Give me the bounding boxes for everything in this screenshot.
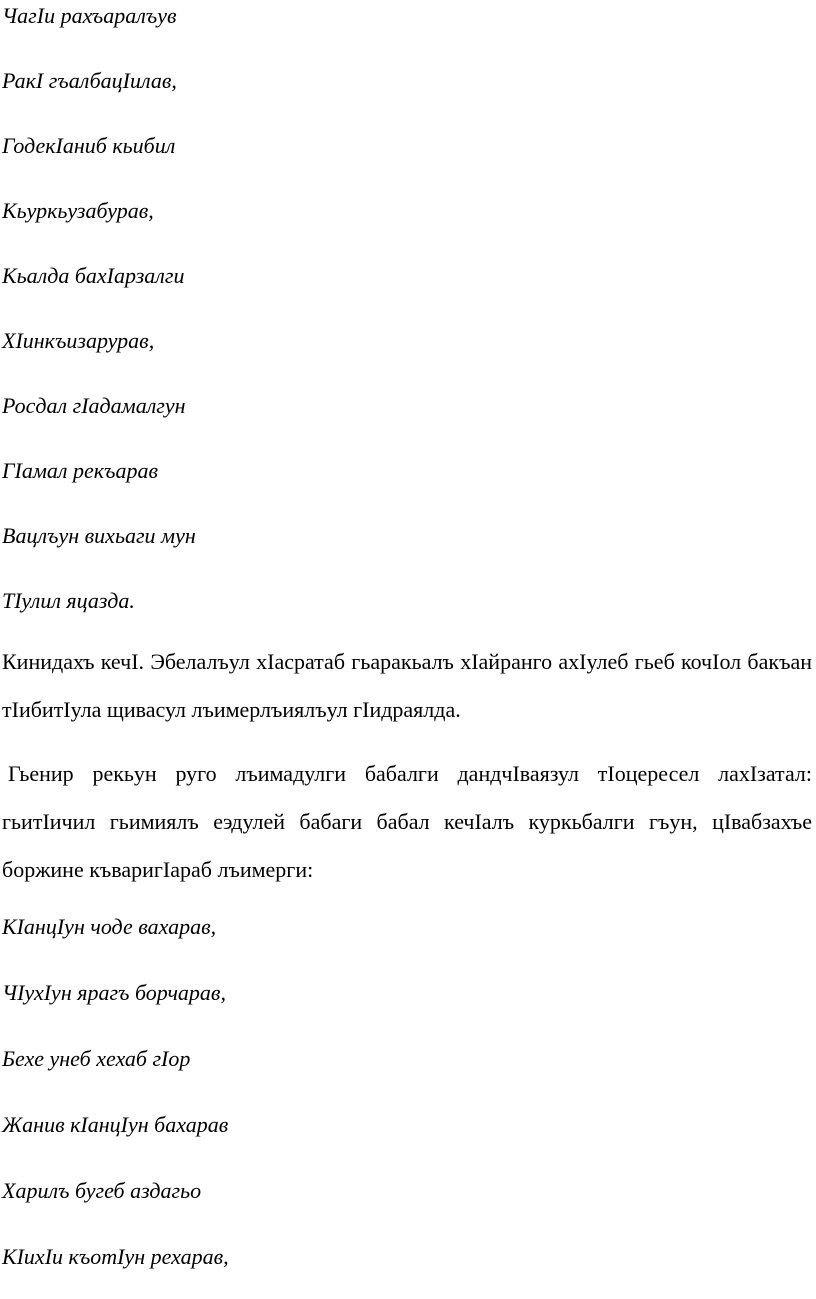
- verse-line: Харилъ бугеб аздагьо: [2, 1178, 202, 1203]
- verse-line: Жанив кIанцIун бахарав: [2, 1112, 229, 1137]
- verse-line: РакI гъалбацIилав,: [2, 68, 177, 93]
- paragraph: Кинидахъ кечI. Эбелалъул хIасратаб гьаракьалъ хIайранго ахIулеб гьеб кочIол бакъан тIибитIула щивасул лъимерлъиялъул гIидраялда.: [2, 649, 812, 722]
- verse-line: XIинкъизарурав,: [2, 328, 155, 353]
- verse-line: Бехе унеб хехаб гIор: [2, 1046, 191, 1071]
- verse-line: Вацлъун вихьаги мун: [2, 523, 196, 548]
- paragraph: Гьенир рекьун руго лъимадулги бабалги дандчIваязул тIоцересел лахIзатал: гьитIичил гьимиялъ еэдулей бабаги бабал кечIалъ куркьбалги гъун, цIвабзахъе боржине къваригIараб лъимерги:: [2, 761, 812, 882]
- verse-line: Кьалда бахIарзалги: [2, 263, 185, 288]
- verse-line: КIанцIун чоде вахарав,: [2, 914, 217, 939]
- verse-line: ГIамал рекъарав: [2, 458, 158, 483]
- verse-line: КIихIи къотIун рехарав,: [2, 1244, 229, 1269]
- verse-line: Кьуркьузабурав,: [2, 198, 154, 223]
- verse-line: ГодекIаниб кьибил: [2, 133, 176, 158]
- verse-line: ЧагIи рахъаралъув: [2, 3, 177, 28]
- verse-line: Росдал гIадамалгун: [2, 393, 186, 418]
- verse-line: ЧIухIун ярагъ борчарав,: [2, 980, 226, 1005]
- verse-line: ТIулил яцазда.: [2, 588, 135, 613]
